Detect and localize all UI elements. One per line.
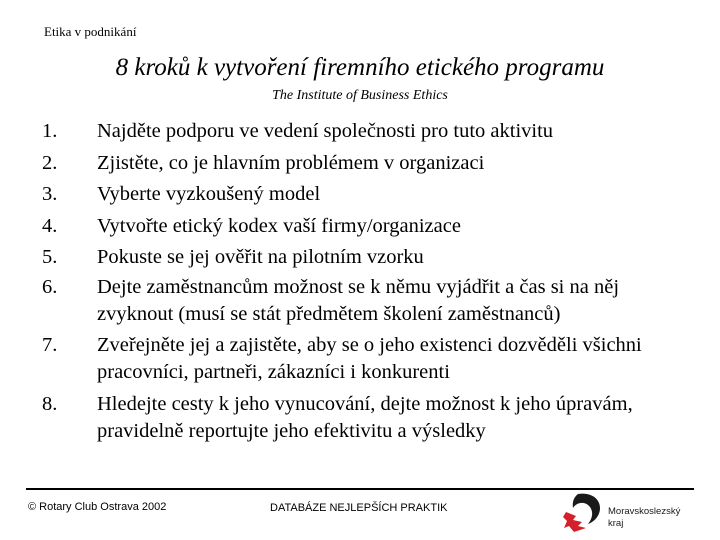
logo-bird-shape	[563, 512, 586, 532]
slide-subtitle: The Institute of Business Ethics	[272, 88, 448, 103]
step-number: 7.	[42, 334, 58, 356]
step-text: Vyberte vyzkoušený model	[97, 183, 321, 205]
step-number: 6.	[42, 275, 58, 298]
list-item	[42, 391, 682, 445]
logo-swoosh-shape	[573, 494, 600, 524]
step-text: Dejte zaměstnancům možnost se k němu vyjádřit a čas si na něj zvyknout (musí se stát předmětem školení zaměstnanců)	[97, 275, 620, 325]
step-number: 4.	[42, 214, 58, 237]
step-number: 8.	[42, 392, 58, 415]
region-logo	[560, 490, 710, 536]
list-item	[42, 242, 682, 274]
logo-line-2: kraj	[608, 518, 624, 529]
step-text: Zjistěte, co je hlavním problémem v organizaci	[97, 151, 485, 174]
region-logo-icon	[560, 490, 608, 536]
region-logo-text	[608, 506, 680, 530]
step-number: 3.	[42, 183, 58, 205]
header-label: Etika v podnikání	[44, 24, 137, 39]
logo-line-1: Moravskoslezský	[608, 506, 681, 517]
step-number: 1.	[42, 120, 58, 142]
step-text: Najděte podporu ve vedení společnosti pro tuto aktivitu	[97, 120, 554, 142]
step-text: Hledejte cesty k jeho vynucování, dejte možnost k jeho úpravám, pravidelně reportujte jeho efektivitu a výsledky	[97, 392, 633, 442]
step-text: Pokuste se jej ověřit na pilotním vzorku	[97, 246, 424, 268]
step-number: 5.	[42, 246, 58, 268]
list-item	[42, 211, 682, 243]
step-text: Vytvořte etický kodex vaší firmy/organizace	[97, 214, 461, 237]
step-number: 2.	[42, 151, 58, 174]
list-item	[42, 148, 682, 180]
list-item	[42, 274, 682, 328]
slide-title: 8 kroků k vytvoření firemního etického programu	[115, 54, 605, 81]
footer-database-label: DATABÁZE NEJLEPŠÍCH PRAKTIK	[270, 502, 448, 514]
steps-list	[42, 116, 682, 449]
list-item	[42, 179, 682, 211]
step-text: Zveřejněte jej a zajistěte, aby se o jeho existenci dozvěděli všichni pracovníci, partneři, zákazníci i konkurenti	[97, 334, 642, 383]
list-item	[42, 116, 682, 148]
footer-copyright: © Rotary Club Ostrava 2002	[28, 501, 167, 513]
list-item	[42, 332, 682, 386]
